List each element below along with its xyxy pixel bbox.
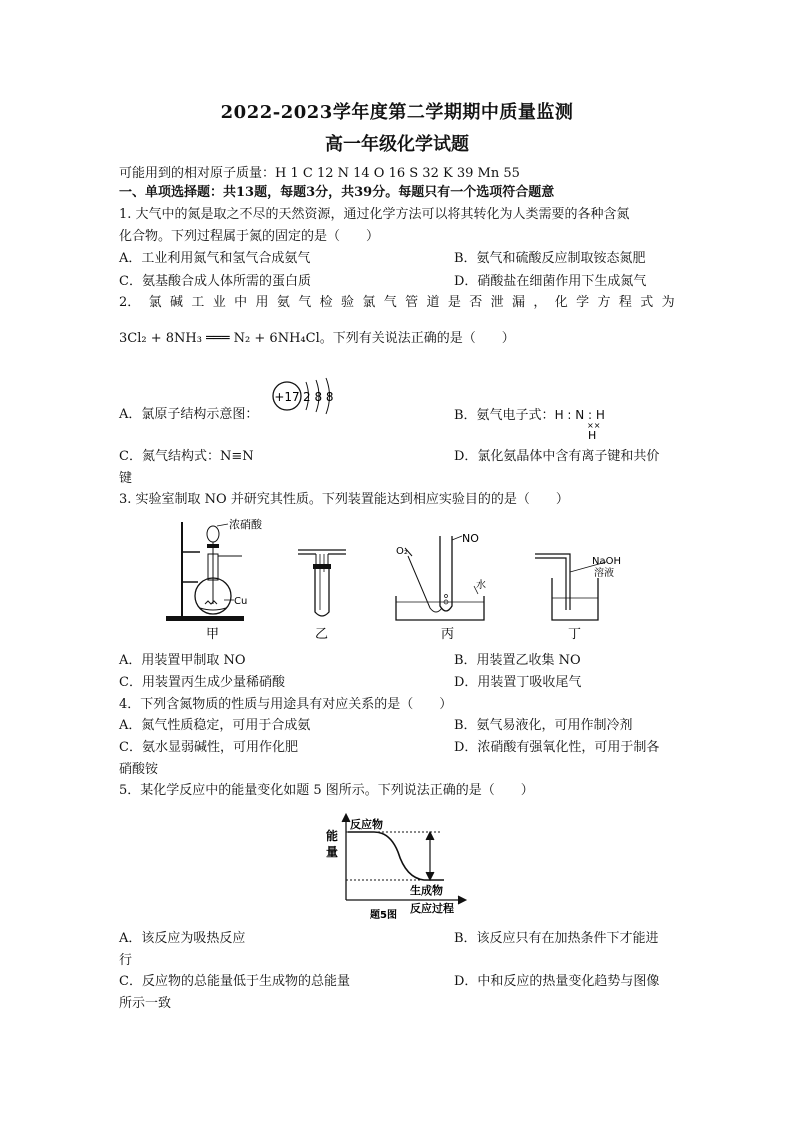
q2-stem-line1: 2． 氯 碱 工 业 中 用 氨 气 检 验 氯 气 管 道 是 否 泄 漏 ， 化 学 方 程 式 为	[119, 295, 675, 310]
svg-text:NaOH: NaOH	[592, 556, 621, 567]
exam-title: 2022-2023学年度第二学期期中质量监测	[220, 102, 574, 123]
svg-text:Cu: Cu	[234, 596, 248, 607]
q2-stem-tail: 。下列有关说法正确的是（ ）	[319, 331, 515, 346]
q2-option-d: D．氯化氨晶体中含有离子键和共价	[454, 449, 660, 464]
q1-option-d: D．硝酸盐在细菌作用下生成氮气	[454, 274, 647, 289]
q4-option-b: B．氨气易液化，可用作制冷剂	[454, 718, 633, 733]
svg-text:+17: +17	[274, 390, 300, 404]
svg-text:量: 量	[326, 845, 339, 859]
q5-option-d: D．中和反应的热量变化趋势与图像	[454, 974, 660, 989]
svg-text:丙: 丙	[441, 627, 455, 642]
q4-option-c: C．氨水显弱碱性，可用作化肥	[119, 740, 298, 755]
svg-text:反应物: 反应物	[350, 818, 383, 831]
q3-option-d: D．用装置丁吸收尾气	[454, 675, 582, 690]
nh3-bottom-h	[584, 420, 604, 442]
q4-option-a: A．氮气性质稳定，可用于合成氨	[119, 718, 311, 733]
q3-apparatus-figure	[150, 512, 650, 642]
svg-text:O₂: O₂	[396, 546, 408, 557]
q2-stem-line2	[119, 330, 515, 348]
q3-option-b: B．用装置乙收集 NO	[454, 653, 581, 668]
q1-option-c: C．氨基酸合成人体所需的蛋白质	[119, 274, 311, 289]
svg-text:2 8 8: 2 8 8	[303, 390, 334, 404]
q5-option-b: B．该反应只有在加热条件下才能进	[454, 931, 659, 946]
q2-option-c: C．氮气结构式：N≡N	[119, 449, 254, 464]
q5-option-a: A．该反应为吸热反应	[119, 931, 246, 946]
q5-option-d-cont: 所示一致	[119, 996, 172, 1011]
svg-text:乙: 乙	[315, 627, 329, 642]
apparatus-ding	[535, 554, 621, 642]
chlorine-atom-diagram	[270, 376, 340, 416]
svg-text:水: 水	[476, 580, 486, 591]
svg-text:反应过程: 反应过程	[410, 902, 454, 915]
q3-option-a: A．用装置甲制取 NO	[119, 653, 246, 668]
q5-stem: 5．某化学反应中的能量变化如题 5 图所示。下列说法正确的是（ ）	[119, 783, 534, 798]
svg-text:××: ××	[587, 421, 601, 430]
section-heading: 一、单项选择题：共13题，每题3分，共39分。每题只有一个选项符合题意	[119, 185, 555, 200]
svg-text:甲: 甲	[206, 627, 220, 642]
q2-option-d-cont: 键	[119, 471, 133, 486]
apparatus-yi	[298, 550, 346, 642]
svg-text:题5图: 题5图	[370, 910, 397, 921]
q5-energy-diagram	[324, 812, 474, 924]
q1-option-a: A．工业利用氮气和氢气合成氨气	[119, 251, 311, 266]
q2-option-a: A．氯原子结构示意图：	[119, 407, 259, 422]
q1-stem-line2: 化合物。下列过程属于氮的固定的是（ ）	[119, 229, 380, 244]
svg-text:溶液: 溶液	[594, 568, 614, 579]
svg-text:能: 能	[326, 829, 339, 843]
apparatus-bing	[396, 532, 486, 642]
svg-text:生成物: 生成物	[410, 884, 443, 897]
q1-stem-line1: 1. 大气中的氮是取之不尽的天然资源，通过化学方法可以将其转化为人类需要的各种含氮	[119, 207, 630, 222]
q5-option-b-cont: 行	[119, 953, 133, 968]
q2-option-b: B．氨气电子式：H : N : H	[454, 408, 605, 423]
q4-option-d-cont: 硝酸铵	[119, 762, 159, 777]
q4-option-d: D．浓硝酸有强氧化性，可用于制各	[454, 740, 660, 755]
q1-option-b: B．氨气和硫酸反应制取铵态氮肥	[454, 251, 646, 266]
atomic-masses: 可能用到的相对原子质量：H 1 C 12 N 14 O 16 S 32 K 39 Mn 55	[119, 166, 520, 181]
exam-subtitle: 高一年级化学试题	[325, 134, 469, 155]
q3-stem: 3. 实验室制取 NO 并研究其性质。下列装置能达到相应实验目的的是（ ）	[119, 492, 569, 507]
q4-stem: 4．下列含氮物质的性质与用途具有对应关系的是（ ）	[119, 697, 453, 712]
q2-equation: 3Cl₂ + 8NH₃ ═══ N₂ + 6NH₄Cl	[119, 331, 320, 346]
svg-text:NO: NO	[462, 532, 479, 545]
svg-text:H: H	[588, 429, 597, 442]
q5-option-c: C．反应物的总能量低于生成物的总能量	[119, 974, 350, 989]
apparatus-jia	[166, 517, 263, 642]
svg-text:丁: 丁	[568, 627, 582, 642]
q3-option-c: C．用装置丙生成少量稀硝酸	[119, 675, 285, 690]
svg-text:浓硝酸: 浓硝酸	[229, 518, 262, 531]
